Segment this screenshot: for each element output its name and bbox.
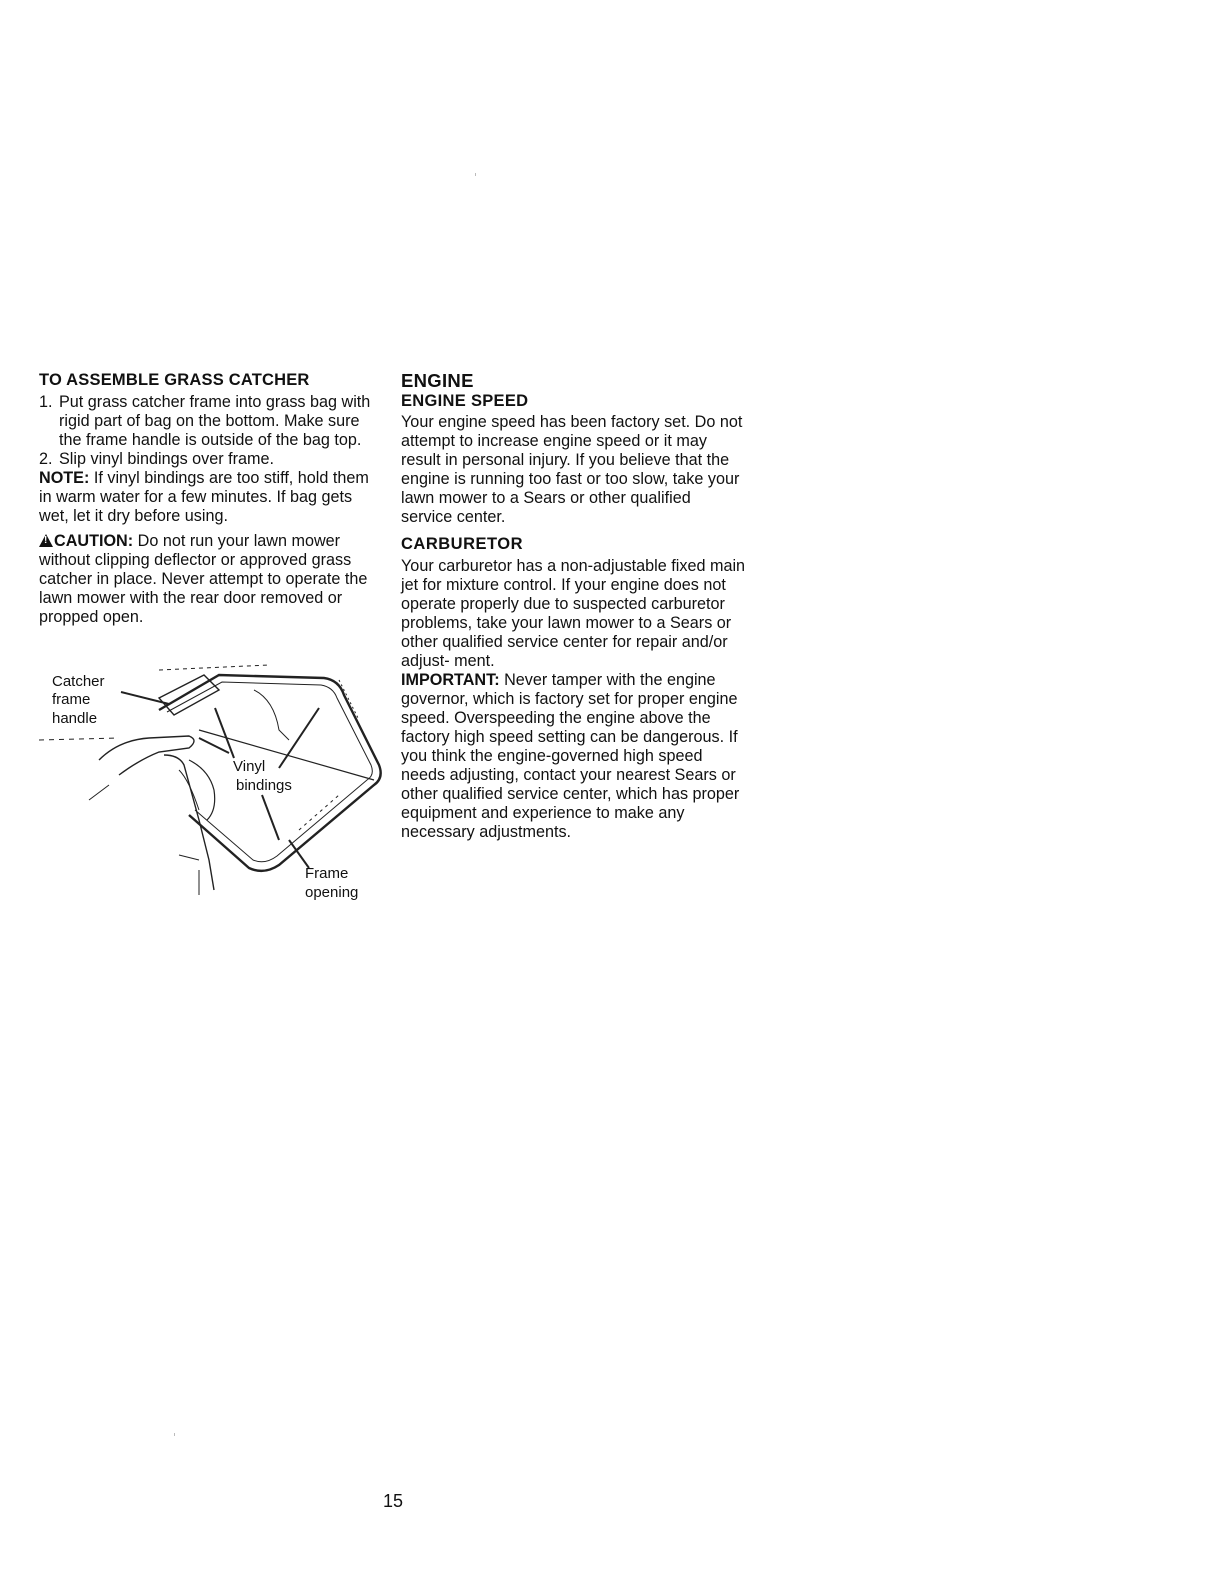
label-frame: frame — [52, 691, 91, 708]
step-text: Slip vinyl bindings over frame. — [59, 450, 275, 468]
note-paragraph — [39, 469, 384, 526]
scan-speck — [475, 173, 476, 176]
label-frame-opening-2: opening — [305, 884, 359, 901]
step-2 — [39, 450, 384, 469]
warning-triangle-icon — [39, 534, 53, 547]
step-number: 2. — [39, 450, 53, 468]
left-column — [39, 371, 384, 627]
subheading-carburetor: CARBURETOR — [401, 535, 524, 553]
important-label: IMPORTANT: — [401, 671, 500, 689]
caution-paragraph — [39, 532, 384, 627]
engine-speed-paragraph: Your engine speed has been factory set. Do not attempt to increase engine speed or it may result in personal injury. If you believe that the engine is running too fast or too slow, take your lawn mower to a Sears or other qualified service center. — [401, 413, 743, 526]
step-number: 1. — [39, 393, 53, 411]
subheading-engine-speed: ENGINE SPEED — [401, 392, 529, 410]
caution-label: CAUTION: — [54, 532, 134, 550]
important-text: Never tamper with the engine governor, which is factory set for proper engine speed. Overspeeding the engine above the factory high speed setting can be dangerous. If you think the engine-governed high speed needs adjusting, contact your nearest Sears or other qualified service center, which has proper equipment and experience to make any necessary adjustments. — [401, 671, 740, 841]
section-heading-grass-catcher: TO ASSEMBLE GRASS CATCHER — [39, 371, 310, 389]
label-catcher: Catcher — [52, 673, 105, 690]
page-number: 15 — [383, 1491, 404, 1511]
grass-catcher-illustration — [39, 660, 384, 910]
right-column — [401, 371, 746, 842]
step-1 — [39, 393, 384, 450]
scan-speck — [174, 1433, 175, 1436]
section-heading-engine: ENGINE — [401, 370, 474, 391]
carburetor-paragraph: Your carburetor has a non-adjustable fixed main jet for mixture control. If your engine does not operate properly due to suspected carburetor problems, take your lawn mower to a Sears or other qualified service center for repair and/or adjust- ment. — [401, 557, 746, 670]
note-text: If vinyl bindings are too stiff, hold them in warm water for a few minutes. If bag gets wet, let it dry before using. — [39, 469, 369, 525]
note-label: NOTE: — [39, 469, 90, 487]
important-paragraph — [401, 671, 746, 842]
label-handle: handle — [52, 710, 98, 727]
label-frame-opening-1: Frame — [305, 865, 349, 882]
caution-text: Do not run your lawn mower without clipping deflector or approved grass catcher in place. Never attempt to operate the lawn mower with the rear door removed or propped open. — [39, 532, 368, 626]
label-vinyl: Vinyl — [233, 758, 266, 775]
label-bindings: bindings — [236, 777, 292, 794]
step-text: Put grass catcher frame into grass bag with rigid part of bag on the bottom. Make sure the frame handle is outside of the bag top. — [59, 393, 371, 449]
